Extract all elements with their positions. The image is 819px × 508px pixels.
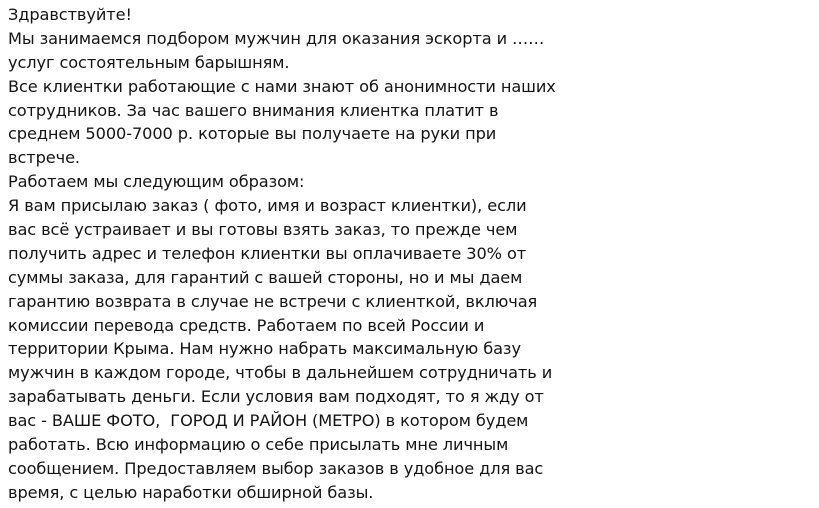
message-line: Мы занимаемся подбором мужчин для оказания эскорта и …… <box>8 28 545 48</box>
message-line: вас всё устраивает и вы готовы взять заказ, то прежде чем <box>8 220 518 240</box>
message-line: время, с целью наработки обширной базы. <box>8 482 374 502</box>
message-line: сотрудников. За час вашего внимания клиентка платит в <box>8 100 499 120</box>
message-line: территории Крыма. Нам нужно набрать максимальную базу <box>8 339 521 359</box>
message-line: гарантию возврата в случае не встречи с клиенткой, включая <box>8 291 538 311</box>
message-line: услуг состоятельным барышням. <box>8 52 290 72</box>
message-line: мужчин в каждом городе, чтобы в дальнейшем сотрудничать и <box>8 363 553 383</box>
message-line: встрече. <box>8 148 80 168</box>
message-line: зарабатывать деньги. Если условия вам подходят, то я жду от <box>8 387 544 407</box>
message-line: комиссии перевода средств. Работаем по всей России и <box>8 315 485 335</box>
message-line: Работаем мы следующим образом: <box>8 172 305 192</box>
message-line: Все клиентки работающие с нами знают об анонимности наших <box>8 76 556 96</box>
message-line: получить адрес и телефон клиентки вы оплачиваете 30% от <box>8 243 527 263</box>
message-line: Я вам присылаю заказ ( фото, имя и возраст клиентки), если <box>8 196 527 216</box>
message-line: среднем 5000-7000 р. которые вы получаете на руки при <box>8 124 497 144</box>
message-line: сообщением. Предоставляем выбор заказов в удобное для вас <box>8 458 544 478</box>
message-line: Здравствуйте! <box>8 5 132 24</box>
message-line: работать. Всю информацию о себе присылать мне личным <box>8 435 509 455</box>
message-line: суммы заказа, для гарантий с вашей стороны, но и мы даем <box>8 267 523 287</box>
message-line: вас - ВАШЕ ФОТО, ГОРОД И РАЙОН (МЕТРО) в котором будем <box>8 411 529 431</box>
message-text <box>8 3 808 505</box>
